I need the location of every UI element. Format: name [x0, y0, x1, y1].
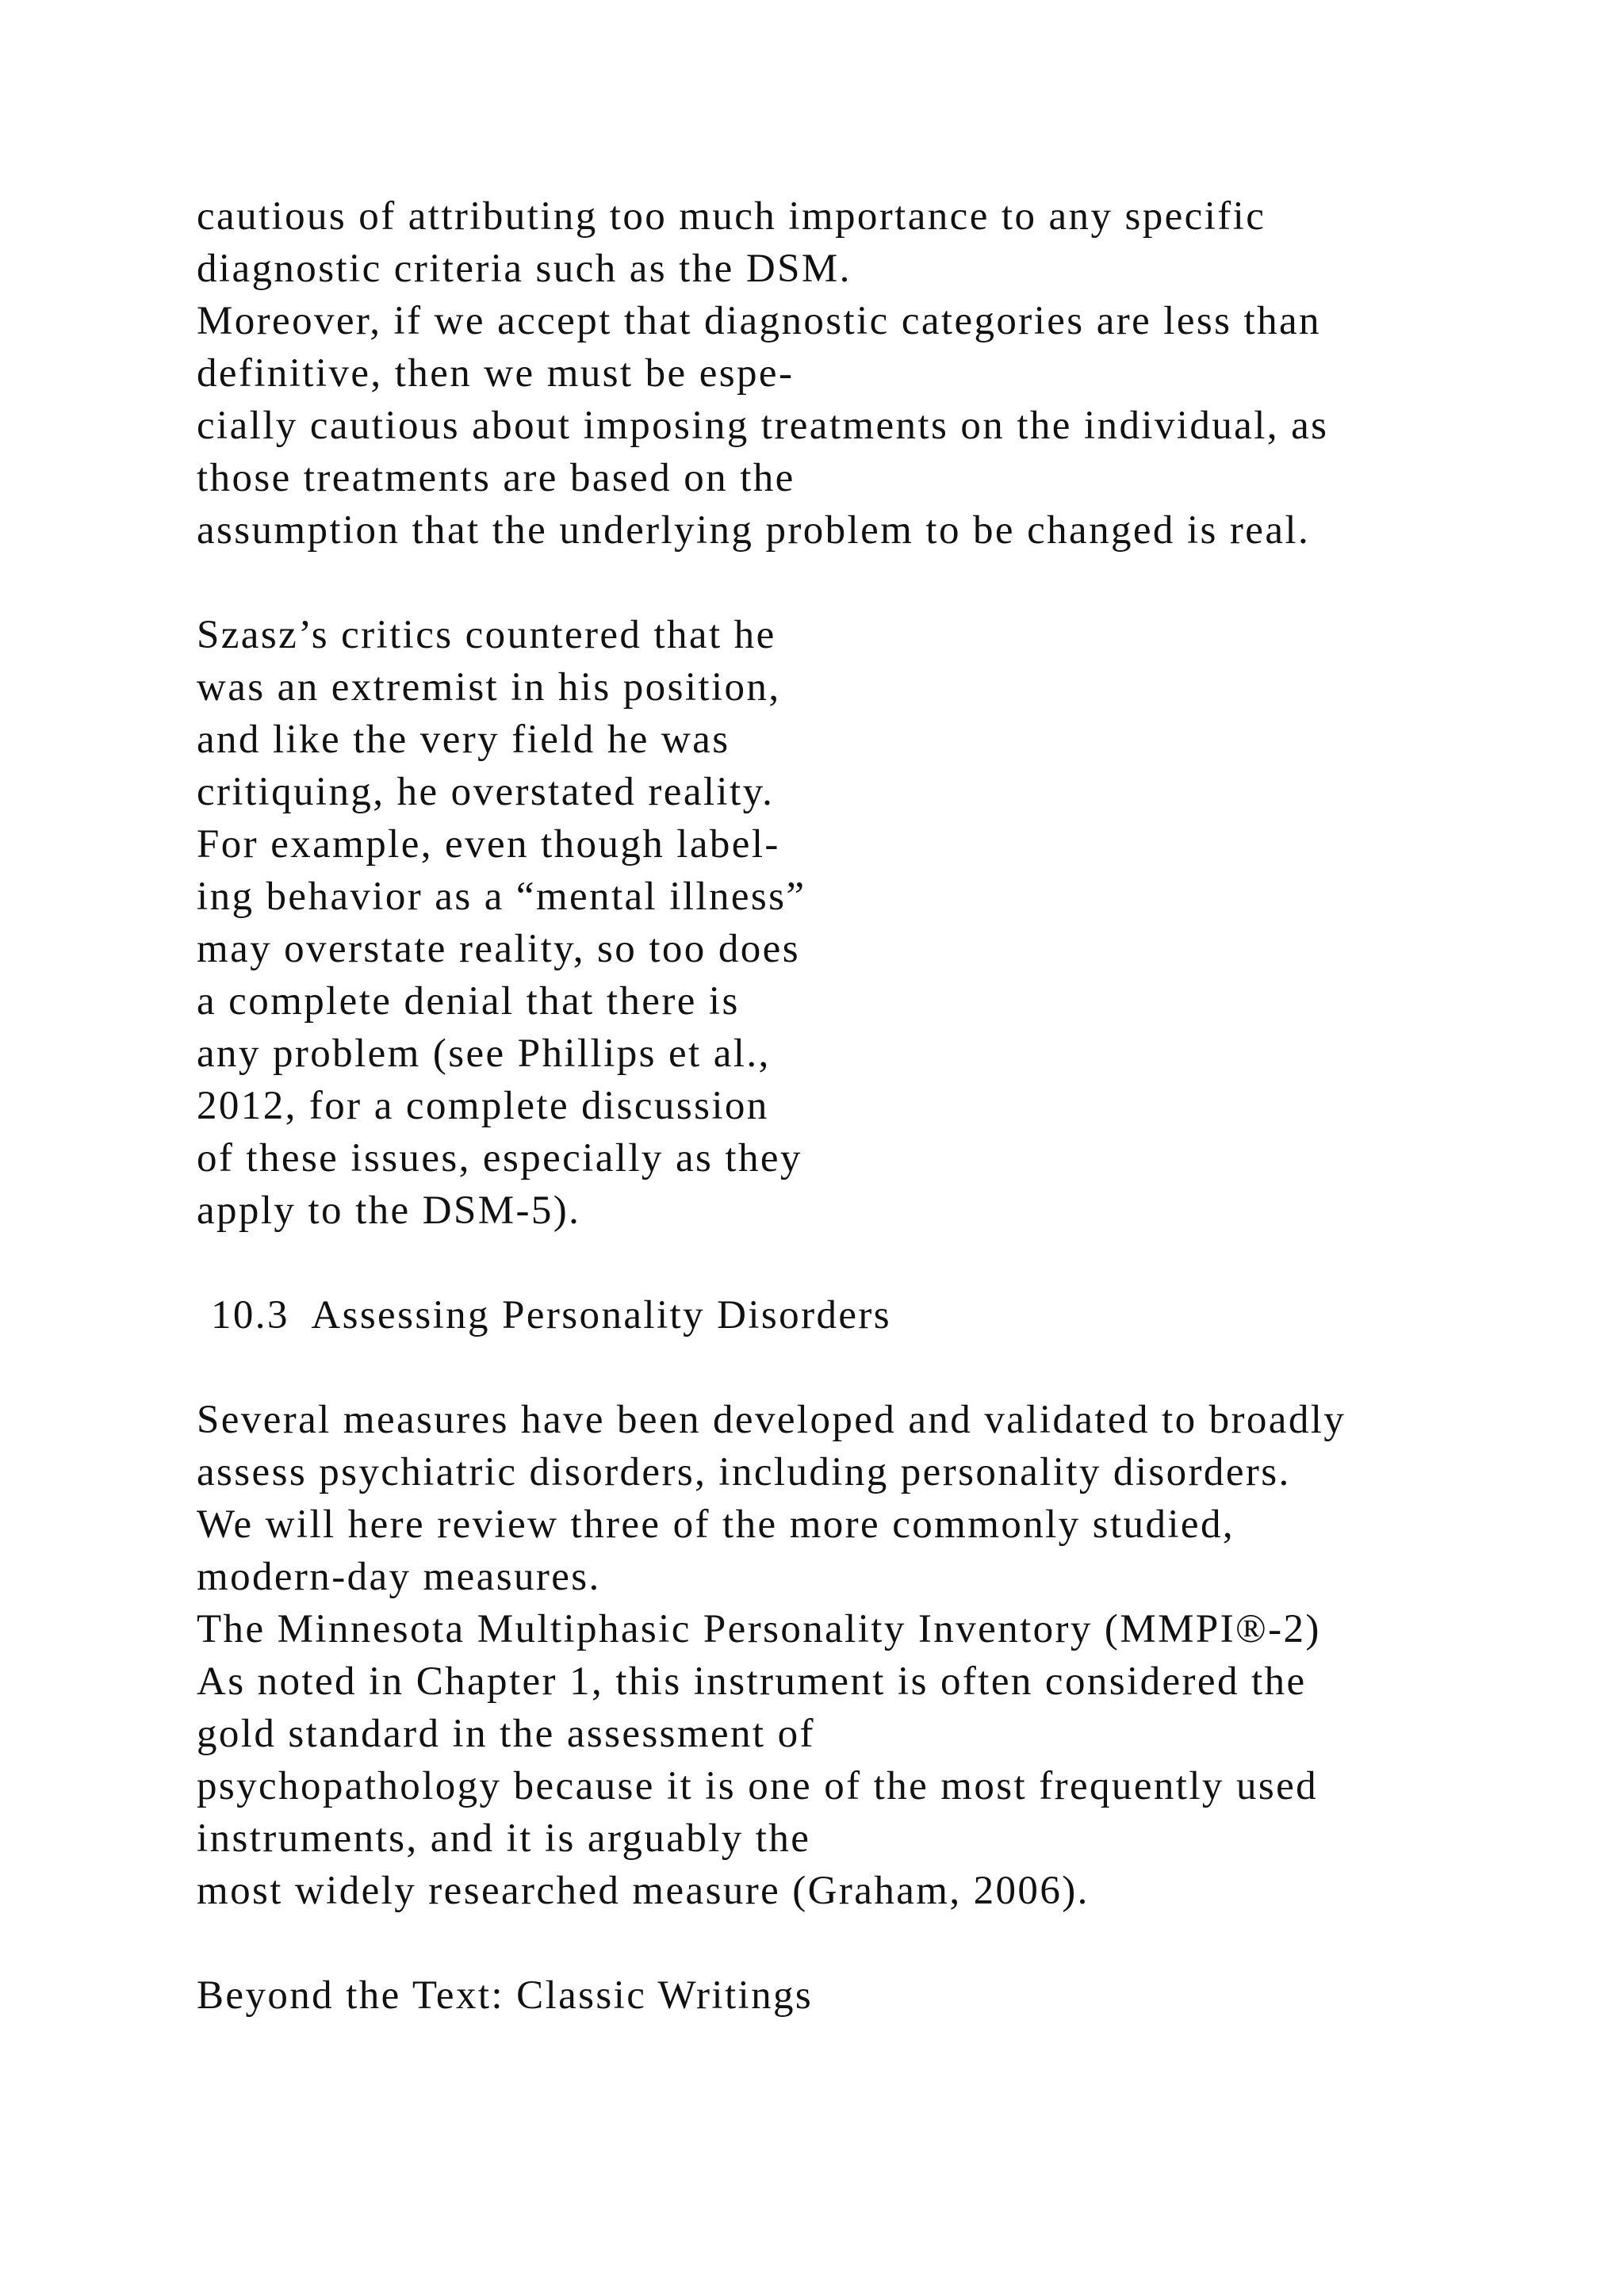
text-line: was an extremist in his position, — [197, 665, 781, 710]
text-line: As noted in Chapter 1, this instrument is often considered the — [197, 1659, 1307, 1704]
text-line: Several measures have been developed and validated to broadly — [197, 1398, 1346, 1442]
text-line: modern-day measures. — [197, 1555, 601, 1599]
text-line: any problem (see Phillips et al., — [197, 1031, 771, 1076]
text-line: those treatments are based on the — [197, 456, 795, 500]
text-line: a complete denial that there is — [197, 979, 740, 1024]
text-line: We will here review three of the more commonly studied, — [197, 1502, 1235, 1547]
text-line: may overstate reality, so too does — [197, 927, 800, 971]
text-line: most widely researched measure (Graham, 2006). — [197, 1869, 1090, 1913]
paragraph-spacer — [197, 1237, 1545, 1289]
paragraph-spacer — [197, 1341, 1545, 1394]
section-heading: 10.3 Assessing Personality Disorders — [211, 1293, 892, 1337]
text-line: of these issues, especially as they — [197, 1136, 802, 1181]
text-line: cially cautious about imposing treatments on the individual, as — [197, 404, 1329, 448]
text-line: and like the very field he was — [197, 718, 730, 762]
text-line: gold standard in the assessment of — [197, 1712, 815, 1756]
text-line: psychopathology because it is one of the most frequently used — [197, 1764, 1319, 1808]
text-line: instruments, and it is arguably the — [197, 1816, 811, 1861]
text-line: definitive, then we must be espe- — [197, 351, 795, 396]
text-line: assess psychiatric disorders, including personality disorders. — [197, 1450, 1291, 1494]
paragraph-szasz-critics — [197, 609, 1545, 1237]
text-line: Szasz’s critics countered that he — [197, 613, 776, 657]
text-line: assumption that the underlying problem to be changed is real. — [197, 508, 1311, 553]
paragraph-spacer — [197, 1917, 1545, 1969]
paragraph-cautious — [197, 190, 1545, 557]
text-line: diagnostic criteria such as the DSM. — [197, 247, 852, 291]
text-line: Moreover, if we accept that diagnostic categories are less than — [197, 299, 1321, 343]
text-line: cautious of attributing too much importance to any specific — [197, 194, 1266, 239]
text-line: For example, even though label- — [197, 822, 780, 867]
text-line: 2012, for a complete discussion — [197, 1084, 769, 1128]
text-line: ing behavior as a “mental illness” — [197, 874, 806, 919]
text-line: apply to the DSM-5). — [197, 1188, 581, 1233]
closing-heading: Beyond the Text: Classic Writings — [197, 1973, 814, 2018]
text-line: critiquing, he overstated reality. — [197, 770, 775, 814]
paragraph-assessing-measures — [197, 1394, 1545, 1917]
paragraph-spacer — [197, 557, 1545, 609]
text-line: The Minnesota Multiphasic Personality Inventory (MMPI®-2) — [197, 1607, 1321, 1651]
document-page — [197, 190, 1545, 2022]
